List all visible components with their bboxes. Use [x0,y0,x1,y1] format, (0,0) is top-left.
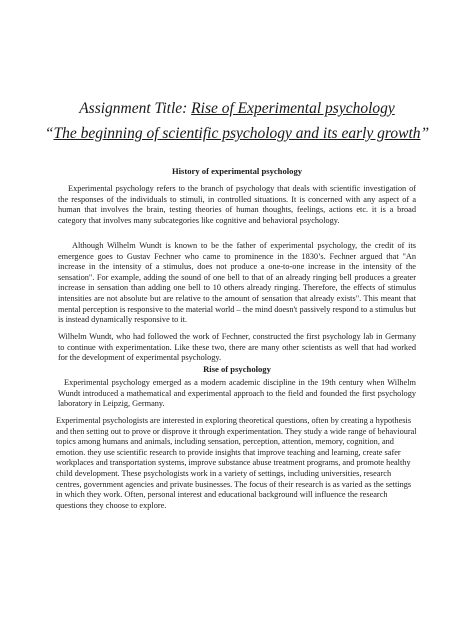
subtitle-close-quote: ” [420,125,430,142]
subtitle-open-quote: “ [44,125,54,142]
section-heading-history: History of experimental psychology [171,166,303,176]
title-prefix: Assignment Title: [79,100,192,117]
assignment-subtitle [40,125,434,143]
section-heading-rise: Rise of psychology [203,364,271,374]
paragraph-definition: Experimental psychology refers to the branch of psychology that deals with scientific investigation of the responses of the individuals to stimuli, in controlled situations. It is concerned with any aspect of a human that involves the brain, testing theories of human thoughts, feelings, actions etc. it is a broad category that involves many subcategories like cognitive and behavioral psychology. [58,184,416,225]
paragraph-fechner: Although Wilhelm Wundt is known to be the father of experimental psychology, the credit of its emergence goes to Gustav Fechner who came to prominence in the 1830’s. Fechner argued that "An increase in the intensity of a stimulus, does not produce a one-to-one increase in the intensity of the sensation". For example, adding the sound of one bell to that of an already ringing bell produces a greater increase in sensation than adding one bell to 10 others already ringing. Therefore, the effects of stimulus intensities are not absolute but are relative to the amount of sensation that already exists". This meant that mental perception is responsive to the material world – the mind doesn't passively respond to a stimulus but is instead dynamically responsive to it. [58,241,416,325]
paragraph-emergence: Experimental psychology emerged as a modern academic discipline in the 19th century when Wilhelm Wundt introduced a mathematical and experimental approach to the field and founded the first psychology laboratory in Leipzig, Germany. [58,378,416,409]
paragraph-experimental-psychologists: Experimental psychologists are interested in exploring theoretical questions, often by creating a hypothesis and then setting out to prove or disprove it through experimentation. They study a wide range of behavioural topics among humans and animals, including sensation, perception, attention, memory, cognition, and emotion. they use scientific research to provide insights that improve teaching and learning, create safer workplaces and transportation systems, improve substance abuse treatment programs, and promote healthy child development. These psychologists work in a variety of settings, including universities, research centres, government agencies and private businesses. The focus of their research is as varied as the settings in which they work. Often, personal interest and educational background will influence the research questions they choose to explore. [56,416,417,510]
assignment-title [40,100,434,118]
subtitle-text: The beginning of scientific psychology and its early growth [53,125,421,142]
title-main: Rise of Experimental psychology [191,100,395,117]
paragraph-wundt: Wilhelm Wundt, who had followed the work of Fechner, constructed the first psychology lab in Germany to continue with experimentation. Like these two, there are many other scientists as well that had worked for the development of experimental psychology. [58,332,416,363]
